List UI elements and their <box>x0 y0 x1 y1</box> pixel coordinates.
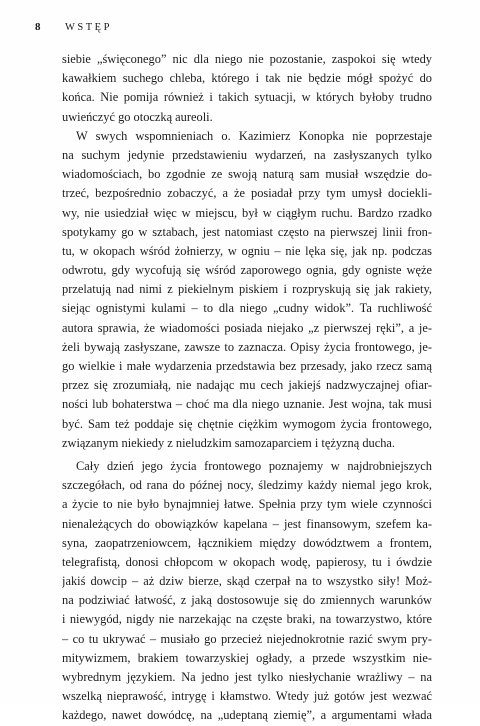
text-line: żeli bywają zasłyszane, zawsze to zaznacza. Opisy życia frontowego, je- <box>62 339 432 354</box>
text-line: każdego, nawet dowódcę, na „udeptaną ziemię”, a argumentami władа <box>62 708 432 723</box>
text-line: go wielkie i małe wydarzenia przedstawia bez przesady, jako rzecz samą <box>62 359 432 373</box>
text-line: Cały dzień jego życia frontowego poznajemy w najdrobniejszych <box>76 458 432 473</box>
text-line: wszelką nieprawość, intrygę i kłamstwo. Wtedy już gotów jest wezwać <box>62 689 432 704</box>
text-line: trzeć, bezpośrednio zobaczyć, a że posiadał przy tym umysł docieklі- <box>62 186 432 201</box>
text-line: uwieńczyć go otoczką aureoli. <box>62 109 213 124</box>
text-line: przez się zrozumiałą, nie nadając mu cech jakiejś nadzwyczajnej ofiar- <box>62 378 432 393</box>
text-line: wybrednym językiem. Na jedno jest tylko niesłychanie wrażliwy – na <box>62 670 432 684</box>
text-line: siebie „święconego” nic dla niego nie pozostanie, zaspokoi się wtedy <box>62 52 432 66</box>
page-header <box>35 21 112 37</box>
text-line: spotykamy go w sztabach, jest natomiast często na pierwszej linii fron- <box>62 224 432 239</box>
paragraph <box>62 457 432 726</box>
text-line: ności lub bohaterstwa – choć ma dla niego uznanie. Jest wojna, tak musi <box>62 397 432 412</box>
running-head: WSTĘP <box>65 22 112 33</box>
text-line: nienależących do obowiązków kapelana – jest finansowym, szefem ka- <box>62 516 432 531</box>
text-line: końca. Nie pomija również i takich sytuacji, w których byłoby trudno <box>62 90 432 105</box>
text-line: autora sprawia, że wiadomości posiada niejako „z pierwszej ręki”, a je- <box>62 320 432 335</box>
text-line: na suchym jedynie przedstawieniu wydarzeń, na zasłyszanych tylko <box>62 147 432 162</box>
text-line: mitywizmem, brakiem towarzyskiej ogłady, a przede wszystkim nie- <box>62 650 432 665</box>
body-text <box>62 50 432 726</box>
text-line: a życie to nie było bynajmniej łatwe. Spełnia przy tym wiele czynności <box>62 497 432 512</box>
text-line: i niewygód, nigdy nie narzekając na częste braki, na towarzystwo, które <box>62 612 432 627</box>
text-line: związanym niekiedy z nieludzkim samozaparciem i tężyzną ducha. <box>62 435 396 450</box>
text-line: odwrotu, gdy wycofują się wśród zaporowego ognia, gdy ogniste węże <box>62 263 432 278</box>
text-line: przelatują nad nimi z piekielnym piskiem i rozpryskują się jak rakiety, <box>62 282 432 297</box>
text-line: syna, zaopatrzeniowcem, łącznikiem między dowództwem a frontem, <box>62 535 432 550</box>
text-line: W swych wspomnieniach o. Kazimierz Konopka nie poprzestaje <box>76 128 432 143</box>
text-line: kawałkiem suchego chleba, którego i tak nie będzie mógł spożyć do <box>62 71 432 86</box>
text-line: tu, w okopach wśród żołnierzy, w ogniu – nie lęka się, jak np. podczas <box>62 243 432 258</box>
text-line: telegrafistą, donosi chłopcom w okopach wodę, papierosy, tu i ówdzie <box>62 554 432 569</box>
text-line: szczegółach, od rana do późnej nocy, śledzimy każdy niemal jego krok, <box>62 478 432 493</box>
paragraph <box>62 127 432 453</box>
text-line: wiadomościach, bo zgodnie ze swoją naturą sam musiał wszędzie do- <box>62 167 432 182</box>
page-number: 8 <box>35 21 41 33</box>
text-line: wy, nie usiedział więc w miejscu, był w ciągłym ruchu. Bardzo rzadko <box>62 205 432 220</box>
text-line: na podziwiać łatwość, z jaką dostosowuje się do zmiennych warunków <box>62 593 432 608</box>
text-line: jakiś dowcip – aż dziw bierze, skąd czerpał na to wszystko siły! Moż- <box>62 574 432 589</box>
text-line: siejąc ognistymi kulami – to dla niego „cudny widok”. Ta ruchliwość <box>62 301 432 316</box>
paragraph <box>62 50 432 127</box>
text-line: być. Sam też poddaje się chętnie ciężkim wymogom życia frontowego, <box>62 416 432 431</box>
text-line: – co tu ukrywać – musiało go przecież niejednokrotnie razić swym pry- <box>62 631 432 646</box>
